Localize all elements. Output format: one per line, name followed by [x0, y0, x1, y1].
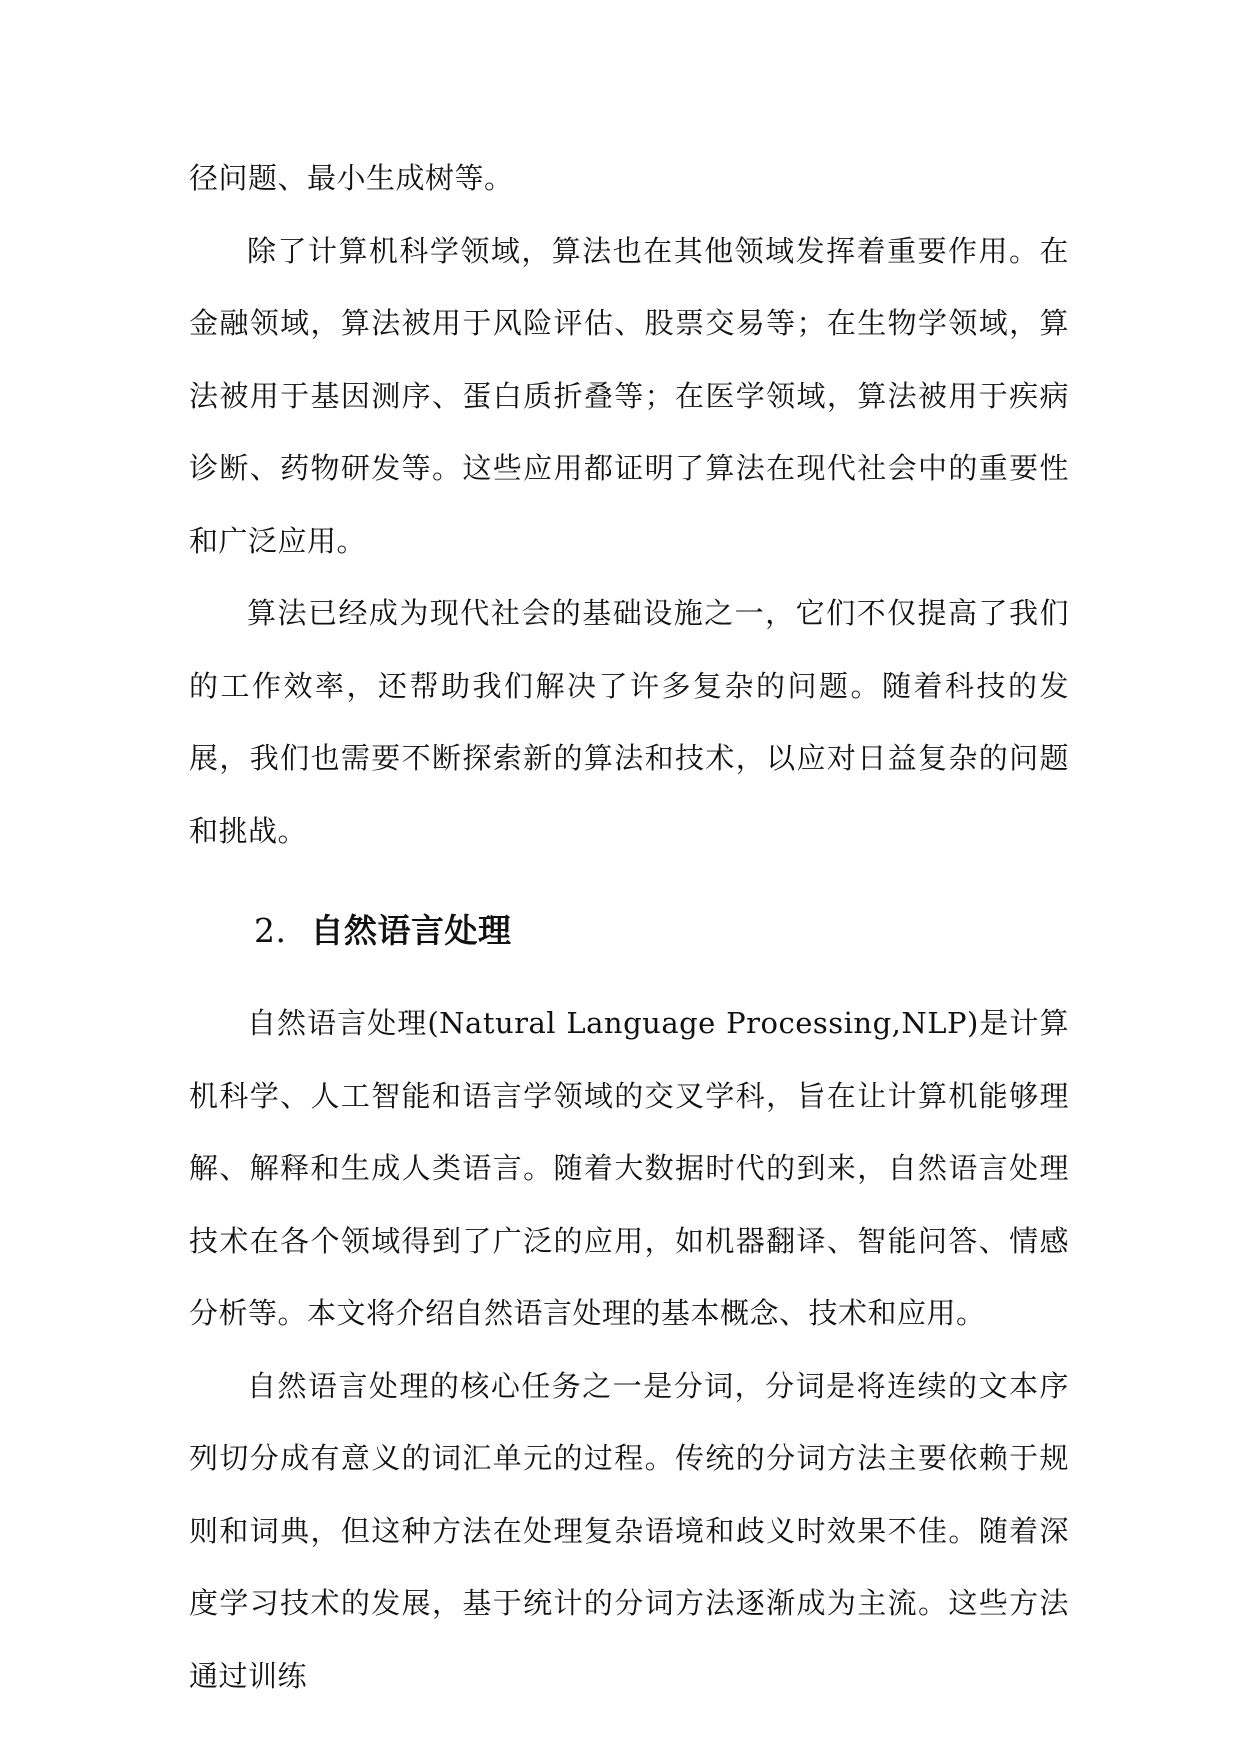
paragraph-continued: 径问题、最小生成树等。 — [189, 161, 514, 195]
paragraph-nlp-intro: 自然语言处理(Natural Language Processing,NLP)是计算机科学、人工智能和语言学领域的交叉学科，旨在让计算机能够理解、解释和生成人类语言。随着大数据时代的到来，自然语言处理技术在各个领域得到了广泛的应用，如机器翻译、智能问答、情感分析等。本文将介绍自然语言处理的基本概念、技术和应用。 — [189, 1006, 1069, 1330]
section-heading — [189, 895, 1069, 967]
paragraph-nlp-segmentation: 自然语言处理的核心任务之一是分词，分词是将连续的文本序列切分成有意义的词汇单元的过程。传统的分词方法主要依赖于规则和词典，但这种方法在处理复杂语境和歧义时效果不佳。随着深度学习技术的发展，基于统计的分词方法逐渐成为主流。这些方法通过训练 — [189, 1368, 1069, 1693]
paragraph-algorithm-infrastructure: 算法已经成为现代社会的基础设施之一，它们不仅提高了我们的工作效率，还帮助我们解决了许多复杂的问题。随着科技的发展，我们也需要不断探索新的算法和技术，以应对日益复杂的问题和挑战。 — [189, 596, 1069, 848]
paragraph-algorithm-applications: 除了计算机科学领域，算法也在其他领域发挥着重要作用。在金融领域，算法被用于风险评估、股票交易等；在生物学领域，算法被用于基因测序、蛋白质折叠等；在医学领域，算法被用于疾病诊断、药物研发等。这些应用都证明了算法在现代社会中的重要性和广泛应用。 — [189, 233, 1069, 558]
section-number: 2. — [254, 911, 287, 950]
document-body — [189, 142, 1069, 1712]
section-title: 自然语言处理 — [310, 911, 512, 950]
